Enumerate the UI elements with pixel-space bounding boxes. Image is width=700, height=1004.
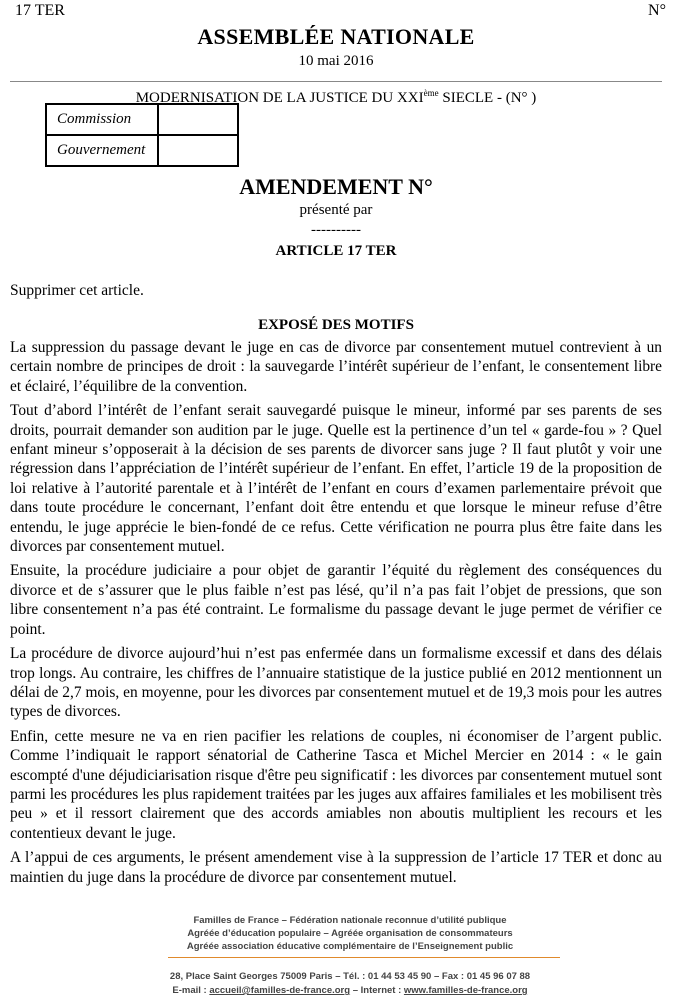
separator-dashes: ---------- xyxy=(311,222,361,238)
government-value xyxy=(158,135,238,166)
email-link[interactable]: accueil@familles-de-france.org xyxy=(209,985,351,996)
amendment-dispositif: Supprimer cet article. xyxy=(10,282,144,299)
internet-label: – Internet : xyxy=(350,985,404,996)
bill-title-superscript: ème xyxy=(423,88,439,98)
footer-contact xyxy=(0,970,700,998)
website-link[interactable]: www.familles-de-france.org xyxy=(403,985,528,996)
presented-by: présenté par xyxy=(299,202,373,218)
amendment-title: AMENDEMENT N° xyxy=(239,174,433,199)
government-label: Gouvernement xyxy=(46,135,158,166)
commission-value xyxy=(158,104,238,135)
footer-links xyxy=(0,984,700,998)
expose-paragraph: La suppression du passage devant le juge en cas de divorce par consentement mutuel contrevient à un certain nombre de principes de droit : la sauvegarde l’intérêt supérieur de l’enfant, le consentement libre et éclairé, l’équilibre de la convention. xyxy=(10,339,662,395)
adoption-table xyxy=(45,103,239,167)
expose-paragraph: A l’appui de ces arguments, le présent amendement vise à la suppression de l’article 17 TER et donc au maintien du juge dans la procédure de divorce par consentement mutuel. xyxy=(10,849,662,886)
footer-divider xyxy=(168,957,560,958)
article-reference: 17 TER xyxy=(15,2,65,19)
expose-paragraph: Tout d’abord l’intérêt de l’enfant serait sauvegardé puisque le mineur, informé par ses parents de ses droits, pourrait demander son audition par le juge. Quelle est la pertinence d’un tel « garde-fou » ? Quel enfant mineur s’opposerait à la décision de ses parents de divorcer sans juge ? Il faut plutôt y voir une régression dans l’appréciation de l’intérêt supérieur de l’enfant. En effet, l’article 19 de la proposition de loi relative à l’autorité parentale et à l’intérêt de l’enfant en cours d’examen parlementaire prévoit que dans toute procédure le concernant, l’enfant doit être entendu et que lorsque le mineur refuse d’être entendu, le juge apprécie le bien-fondé de ce refus. Cette vérification ne pourra plus être faite dans les divorces par consentement mutuel. xyxy=(10,402,662,556)
table-row xyxy=(46,135,238,166)
expose-paragraph: Ensuite, la procédure judiciaire a pour objet de garantir l’équité du règlement des conséquences du divorce et de s’assurer que le plus faible n’est pas lésé, qu’il n’a pas fait l’objet de pressions, que son libre consentement n’a pas été contraint. Le formalisme du passage devant le juge permet de vérifier ce point. xyxy=(10,562,662,638)
footer-line-1: Familles de France – Fédération nationale reconnue d’utilité publique xyxy=(193,915,507,926)
footer-line-2: Agréée d’éducation populaire – Agréée organisation de consommateurs xyxy=(187,928,513,939)
expose-paragraph: La procédure de divorce aujourd’hui n’est pas enfermée dans un formalisme excessif et dans des délais trop longs. Au contraire, les chiffres de l’annuaire statistique de la justice publié en 2012 mentionnent un délai de 2,7 mois, en moyenne, pour les divorces par consentement mutuel et de 19,3 mois pour les autres types de divorces. xyxy=(10,645,662,721)
article-heading: ARTICLE 17 TER xyxy=(275,243,397,259)
email-label: E-mail : xyxy=(172,985,210,996)
bill-title-suffix: SIECLE - (N° ) xyxy=(438,90,537,106)
expose-heading: EXPOSÉ DES MOTIFS xyxy=(258,317,414,333)
footer-address: 28, Place Saint Georges 75009 Paris – Tél. : 01 44 53 45 90 – Fax : 01 45 96 07 88 xyxy=(169,971,531,982)
table-row xyxy=(46,104,238,135)
commission-label: Commission xyxy=(46,104,158,135)
document-date: 10 mai 2016 xyxy=(298,53,374,69)
header-divider xyxy=(10,81,662,82)
footer-organization xyxy=(0,914,700,953)
expose-body xyxy=(10,338,662,892)
amendment-number-label: N° xyxy=(648,2,666,19)
footer-line-3: Agréée association éducative complémentaire de l’Enseignement public xyxy=(186,941,514,952)
assembly-title: ASSEMBLÉE NATIONALE xyxy=(197,24,475,49)
expose-paragraph: Enfin, cette mesure ne va en rien pacifier les relations de couples, ni économiser de l’argent public. Comme l’indiquait le rapport sénatorial de Catherine Tasca et Michel Mercier en 2014 : « le gain escompté d'une déjudiciarisation risque d'être peu significatif : les divorces par consentement mutuel sont parmi les procédures les plus rapidement traitées par les juges aux affaires familiales et les mobilisent très peu » et il ressort clairement que des accords amiables non aboutis multiplient les recours et les contentieux devant le juge. xyxy=(10,727,662,842)
bill-title-main: MODERNISATION DE LA JUSTICE DU XXI xyxy=(135,90,424,106)
